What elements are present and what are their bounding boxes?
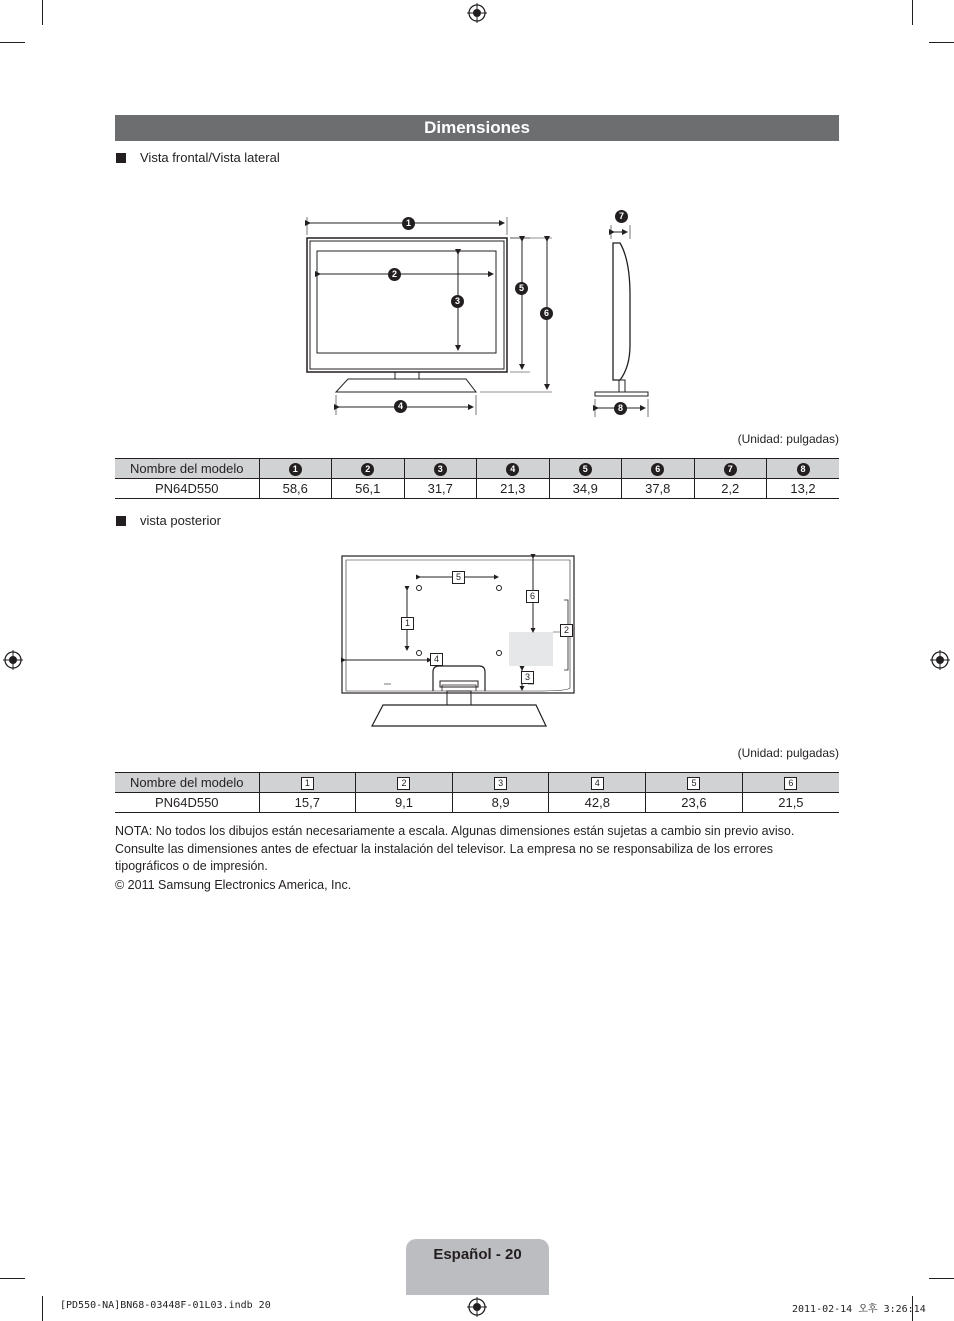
callout-1-icon: 1 — [301, 777, 314, 790]
callout-2-icon: 2 — [361, 463, 374, 476]
callout-1-icon: 1 — [401, 617, 414, 630]
unit-note: (Unidad: pulgadas) — [737, 432, 839, 446]
crop-mark — [0, 1278, 25, 1279]
table-cell: 34,9 — [549, 479, 622, 499]
callout-2-icon: 2 — [388, 268, 401, 281]
print-slug-left: [PD550-NA]BN68-03448F-01L03.indb 20 — [60, 1300, 271, 1311]
table-header-cell — [767, 459, 840, 479]
callout-8-icon: 8 — [614, 402, 627, 415]
table-header-cell — [646, 773, 743, 793]
bullet-square-icon — [116, 516, 126, 526]
table-header-row — [115, 459, 839, 479]
table-cell: 23,6 — [646, 793, 743, 813]
callout-3-icon: 3 — [434, 463, 447, 476]
callout-6-icon: 6 — [784, 777, 797, 790]
callout-2-icon: 2 — [560, 624, 573, 637]
table-row — [115, 793, 839, 813]
table-header-cell — [549, 773, 646, 793]
table-header-cell — [259, 459, 332, 479]
callout-4-icon: 4 — [394, 400, 407, 413]
print-slug-right: 2011-02-14 오후 3:26:14 — [792, 1304, 926, 1315]
copyright-text: © 2011 Samsung Electronics America, Inc. — [115, 877, 352, 892]
registration-mark-icon — [467, 1297, 487, 1317]
note-paragraph — [115, 823, 839, 894]
table-header-model: Nombre del modelo — [115, 773, 259, 793]
table-cell: 58,6 — [259, 479, 332, 499]
callout-3-icon: 3 — [521, 671, 534, 684]
registration-mark-icon — [930, 650, 950, 670]
table-header-cell — [622, 459, 695, 479]
crop-mark — [0, 42, 25, 43]
table-header-cell — [742, 773, 839, 793]
rear-dimensions-table — [115, 772, 839, 813]
table-cell: 42,8 — [549, 793, 646, 813]
crop-mark — [42, 0, 43, 25]
note-text: : No todos los dibujos están necesariamente a escala. Algunas dimensiones están sujetas a cambio sin previo aviso. Consulte las dimensiones antes de efectuar la instalación del televisor. La empresa no se responsabiliza de los errores tipográficos o de impresión. — [115, 824, 795, 873]
model-name-cell: PN64D550 — [115, 793, 259, 813]
front-dimensions-table — [115, 458, 839, 499]
table-cell: 21,5 — [742, 793, 839, 813]
callout-5-icon: 5 — [452, 571, 465, 584]
table-row — [115, 479, 839, 499]
callout-6-icon: 6 — [540, 307, 553, 320]
registration-mark-icon — [467, 3, 487, 23]
table-header-cell — [477, 459, 550, 479]
front-view-label: Vista frontal/Vista lateral — [140, 150, 280, 165]
callout-5-icon: 5 — [579, 463, 592, 476]
table-header-cell — [332, 459, 405, 479]
table-header-model: Nombre del modelo — [115, 459, 259, 479]
callout-1-icon: 1 — [289, 463, 302, 476]
callout-8-icon: 8 — [797, 463, 810, 476]
callout-4-icon: 4 — [591, 777, 604, 790]
crop-mark — [929, 1278, 954, 1279]
table-header-cell — [259, 773, 356, 793]
crop-mark — [42, 1296, 43, 1321]
crop-mark — [929, 42, 954, 43]
callout-4-icon: 4 — [506, 463, 519, 476]
table-cell: 15,7 — [259, 793, 356, 813]
table-cell: 8,9 — [452, 793, 549, 813]
note-label: NOTA — [115, 824, 149, 838]
table-cell: 9,1 — [356, 793, 453, 813]
rear-view-label: vista posterior — [140, 513, 221, 528]
table-cell: 31,7 — [404, 479, 477, 499]
callout-5-icon: 5 — [515, 282, 528, 295]
callout-5-icon: 5 — [687, 777, 700, 790]
callout-2-icon: 2 — [397, 777, 410, 790]
callout-6-icon: 6 — [651, 463, 664, 476]
bullet-square-icon — [116, 153, 126, 163]
front-side-diagram — [290, 205, 670, 425]
registration-mark-icon — [3, 650, 23, 670]
unit-note: (Unidad: pulgadas) — [737, 746, 839, 760]
callout-3-icon: 3 — [451, 295, 464, 308]
callout-4-icon: 4 — [430, 653, 443, 666]
crop-mark — [912, 0, 913, 25]
model-name-cell: PN64D550 — [115, 479, 259, 499]
callout-7-icon: 7 — [615, 210, 628, 223]
table-header-cell — [549, 459, 622, 479]
table-header-cell — [404, 459, 477, 479]
callout-6-icon: 6 — [526, 590, 539, 603]
callout-7-icon: 7 — [724, 463, 737, 476]
table-header-row — [115, 773, 839, 793]
callout-1-icon: 1 — [402, 217, 415, 230]
page-number: Español - 20 — [433, 1246, 522, 1263]
table-header-cell — [356, 773, 453, 793]
table-cell: 56,1 — [332, 479, 405, 499]
callout-3-icon: 3 — [494, 777, 507, 790]
table-cell: 2,2 — [694, 479, 767, 499]
table-cell: 37,8 — [622, 479, 695, 499]
table-header-cell — [694, 459, 767, 479]
page-title: Dimensiones — [115, 115, 839, 141]
table-cell: 21,3 — [477, 479, 550, 499]
table-cell: 13,2 — [767, 479, 840, 499]
table-header-cell — [452, 773, 549, 793]
page-number-tab — [406, 1239, 549, 1295]
